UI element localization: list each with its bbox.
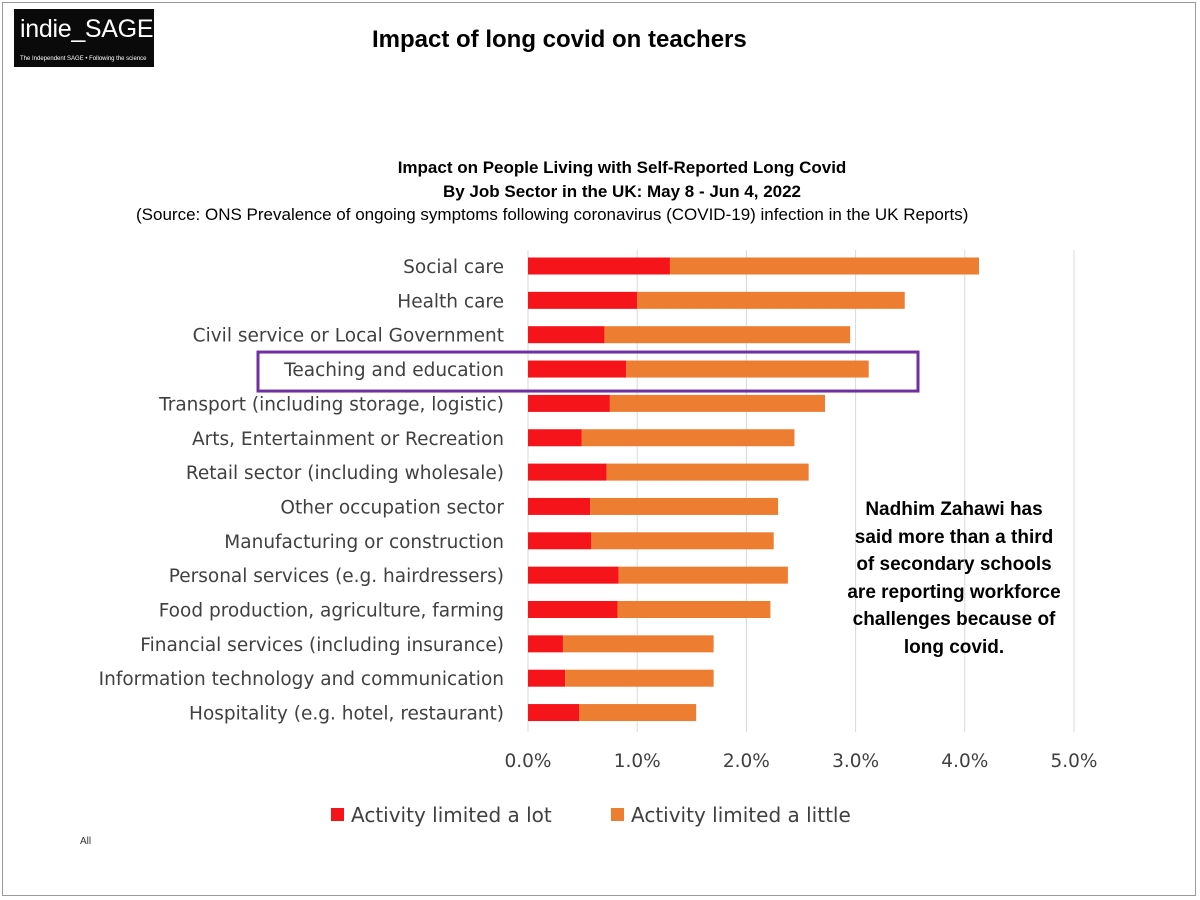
category-label: Civil service or Local Government bbox=[192, 325, 504, 347]
x-tick-label: 0.0% bbox=[504, 751, 552, 772]
legend-limited-a-lot-label: Activity limited a lot bbox=[351, 803, 552, 827]
category-label: Arts, Entertainment or Recreation bbox=[191, 428, 504, 450]
legend-limited-a-lot-swatch bbox=[331, 808, 344, 821]
annotation-line: of secondary schools bbox=[856, 554, 1052, 575]
category-label: Social care bbox=[403, 257, 504, 278]
annotation-line: long covid. bbox=[903, 636, 1005, 658]
chart-title-line-2: By Job Sector in the UK: May 8 - Jun 4, 2022 bbox=[442, 182, 802, 201]
logo-tagline: The Independent SAGE • Following the science bbox=[20, 56, 147, 62]
bar-limited-a-little bbox=[565, 670, 714, 687]
bar-limited-a-little bbox=[579, 704, 696, 721]
bar-limited-a-lot bbox=[528, 704, 579, 721]
bar-limited-a-lot bbox=[528, 395, 610, 412]
bar-limited-a-little bbox=[670, 258, 979, 275]
bar-limited-a-lot bbox=[528, 292, 637, 309]
chart-source: (Source: ONS Prevalence of ongoing symptoms following coronavirus (COVID-19) infection in the UK Reports) bbox=[136, 205, 969, 224]
annotation-line: are reporting workforce bbox=[847, 581, 1061, 603]
annotation-line: said more than a third bbox=[854, 526, 1054, 548]
bar-limited-a-lot bbox=[528, 601, 618, 618]
footer-note: All bbox=[80, 836, 92, 847]
bar-limited-a-little bbox=[610, 395, 825, 412]
page-title: Impact of long covid on teachers bbox=[372, 26, 747, 53]
category-label: Retail sector (including wholesale) bbox=[185, 463, 504, 485]
category-label: Financial services (including insurance) bbox=[140, 634, 504, 656]
chart-title-line-1: Impact on People Living with Self-Reported Long Covid bbox=[397, 158, 847, 177]
legend-limited-a-little-swatch bbox=[611, 808, 624, 821]
x-tick-label: 5.0% bbox=[1050, 751, 1098, 772]
bar-limited-a-lot bbox=[528, 326, 604, 343]
bar-limited-a-little bbox=[619, 567, 788, 584]
legend-limited-a-little-label: Activity limited a little bbox=[631, 803, 851, 827]
annotation-line: Nadhim Zahawi has bbox=[865, 499, 1043, 520]
x-tick-label: 2.0% bbox=[722, 751, 770, 772]
annotation-line: challenges because of bbox=[852, 609, 1056, 630]
category-label: Information technology and communication bbox=[98, 669, 504, 691]
bar-limited-a-little bbox=[607, 464, 809, 481]
category-label: Personal services (e.g. hairdressers) bbox=[168, 566, 504, 588]
bar-limited-a-lot bbox=[528, 532, 591, 549]
bar-limited-a-lot bbox=[528, 429, 582, 446]
x-tick-label: 4.0% bbox=[941, 751, 989, 772]
bar-limited-a-little bbox=[582, 429, 795, 446]
bar-limited-a-little bbox=[591, 532, 773, 549]
category-label: Manufacturing or construction bbox=[224, 531, 504, 553]
category-label: Hospitality (e.g. hotel, restaurant) bbox=[189, 703, 504, 725]
bar-limited-a-little bbox=[618, 601, 771, 618]
annotation-text bbox=[800, 496, 1108, 661]
bar-limited-a-lot bbox=[528, 670, 565, 687]
bar-limited-a-little bbox=[590, 498, 778, 515]
bar-limited-a-lot bbox=[528, 258, 670, 275]
bar-limited-a-little bbox=[604, 326, 850, 343]
bar-limited-a-lot bbox=[528, 567, 619, 584]
bar-limited-a-lot bbox=[528, 498, 590, 515]
x-tick-label: 3.0% bbox=[832, 751, 880, 772]
category-label: Food production, agriculture, farming bbox=[158, 600, 504, 622]
bar-limited-a-little bbox=[563, 635, 714, 652]
bar-limited-a-lot bbox=[528, 635, 563, 652]
bar-limited-a-lot bbox=[528, 464, 607, 481]
category-label: Health care bbox=[397, 291, 504, 313]
logo-wordmark: indie_SAGE bbox=[20, 15, 154, 43]
category-label: Transport (including storage, logistic) bbox=[159, 394, 504, 416]
x-tick-label: 1.0% bbox=[613, 751, 661, 772]
bar-limited-a-little bbox=[637, 292, 905, 309]
bar-limited-a-lot bbox=[528, 361, 626, 378]
category-label: Other occupation sector bbox=[280, 497, 504, 519]
bar-limited-a-little bbox=[626, 361, 868, 378]
category-label: Teaching and education bbox=[284, 360, 504, 382]
